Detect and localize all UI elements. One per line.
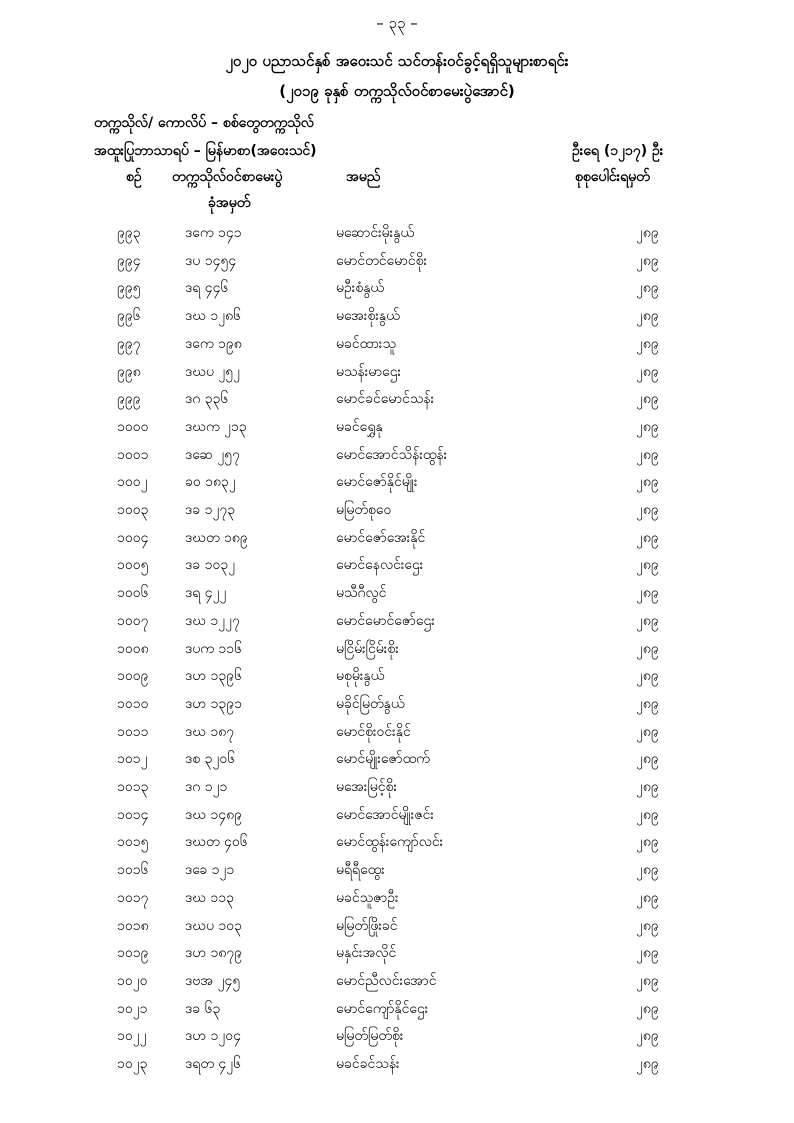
table-row <box>0 639 794 663</box>
roll-number: ဒဃ ၁၁၃ <box>185 889 235 906</box>
table-row <box>0 611 794 635</box>
table-row <box>0 694 794 718</box>
serial-number: ၁၀၁၅ <box>117 834 149 851</box>
column-header-total-marks: စုစုပေါင်းရမှတ် <box>575 169 650 185</box>
total-marks: ၂၈၉ <box>636 695 659 712</box>
total-marks: ၂၈၉ <box>636 225 659 241</box>
total-marks: ၂၈၉ <box>636 668 659 685</box>
roll-number: ဒရ ၄၄၆ <box>185 280 229 297</box>
serial-number: ၁၀၂၃ <box>117 1056 148 1072</box>
serial-number: ၉၉၅ <box>117 280 141 297</box>
student-name: မောင်ညီလင်းအောင် <box>336 972 437 989</box>
student-name: မခင်ထားသူ <box>336 335 397 352</box>
serial-number: ၁၀၁၁ <box>117 723 149 740</box>
serial-number: ၉၉၉ <box>117 391 141 408</box>
serial-number: ၁၀၀၁ <box>117 446 149 463</box>
roll-number: ဒဂ ၁၂၁ <box>185 779 228 795</box>
serial-number: ၁၀၀၆ <box>117 585 149 602</box>
total-marks: ၂၈၉ <box>636 945 659 962</box>
serial-number: ၁၀၂၂ <box>117 1028 147 1045</box>
total-marks: ၂၈၉ <box>636 723 659 740</box>
table-row <box>0 722 794 746</box>
table-row <box>0 777 794 801</box>
roll-number: ဒဟ ၁၂၀၄ <box>185 1028 241 1045</box>
serial-number: ၁၀၀၇ <box>117 612 149 629</box>
table-row <box>0 999 794 1023</box>
column-header-name: အမည် <box>346 169 381 185</box>
student-list <box>0 223 794 1083</box>
total-marks: ၂၈၉ <box>636 280 659 297</box>
student-name: မောင်အောင်မျိုးဇင်း <box>336 806 434 823</box>
total-marks: ၂၈၉ <box>636 834 659 851</box>
total-marks: ၂၈၉ <box>636 335 659 352</box>
university-line: တက္ကသိုလ်/ ကောလိပ် – စစ်တွေတက္ကသိုလ် <box>94 115 314 131</box>
total-marks: ၂၈၉ <box>636 557 659 574</box>
student-name: မဆောင်းမိုးနွယ် <box>336 225 415 241</box>
table-row <box>0 971 794 995</box>
serial-number: ၁၀၀၈ <box>117 640 149 657</box>
serial-number: ၁၀၂၁ <box>117 1000 148 1017</box>
serial-number: ၉၉၃ <box>117 225 141 241</box>
table-row <box>0 583 794 607</box>
table-row <box>0 278 794 302</box>
roll-number: ဒဃပ ၁၀၃ <box>185 917 243 934</box>
roll-number: ဒခ ၆၃ <box>185 1000 221 1017</box>
roll-number: ဒဃ ၁၂၈၆ <box>185 308 242 325</box>
table-row <box>0 334 794 358</box>
total-marks: ၂၈၉ <box>636 585 659 602</box>
student-name: မောင်တင်မောင်စိုး <box>336 252 428 269</box>
roll-number: ဒဟ ၁၃၉၆ <box>185 668 242 685</box>
roll-number: ဒဆေ ၂၅၇ <box>185 446 240 463</box>
total-marks: ၂၈၉ <box>636 889 659 906</box>
column-header-roll-number-line2: ခုံအမှတ် <box>208 195 251 211</box>
serial-number: ၁၀၁၉ <box>117 945 149 962</box>
roll-number: ဒဟ ၁၃၉၁ <box>185 695 242 712</box>
serial-number: ၉၉၈ <box>117 363 141 380</box>
total-marks: ၂၈၉ <box>636 418 659 435</box>
table-row <box>0 528 794 552</box>
table-row <box>0 555 794 579</box>
serial-number: ၉၉၄ <box>117 252 141 269</box>
student-name: မအေးစိုးနွယ် <box>336 308 400 325</box>
table-row <box>0 472 794 496</box>
student-name: မောင်ကျော်နိုင်ဌေး <box>336 1000 429 1017</box>
student-name: မခင်သူဇာဦး <box>336 889 399 906</box>
total-marks: ၂၈၉ <box>636 529 659 546</box>
table-row <box>0 888 794 912</box>
serial-number: ၁၀၁၂ <box>117 751 148 768</box>
major-subject-line: အထူးပြုဘာသာရပ် – မြန်မာစာ(အဝေးသင်) <box>94 143 317 159</box>
serial-number: ၁၀၂၀ <box>117 972 148 989</box>
roll-number: ဒဗအ ၂၄၅ <box>185 972 241 989</box>
table-row <box>0 389 794 413</box>
table-row <box>0 832 794 856</box>
student-name: မရီရီထွေး <box>336 862 385 879</box>
total-marks: ၂၈၉ <box>636 612 659 629</box>
table-row <box>0 666 794 690</box>
table-row <box>0 445 794 469</box>
serial-number: ၁၀၁၀ <box>117 695 149 712</box>
serial-number: ၁၀၀၃ <box>117 502 149 518</box>
total-marks: ၂၈၉ <box>636 862 659 879</box>
student-name: မမြတ်မြတ်စိုး <box>336 1028 404 1045</box>
table-row <box>0 500 794 524</box>
student-name: မစုမိုးနွယ် <box>336 668 385 685</box>
total-marks: ၂၈၉ <box>636 474 659 491</box>
student-name: မောင်ထွန်းကျော်လင်း <box>336 834 444 851</box>
total-marks: ၂၈၉ <box>636 1056 659 1072</box>
student-name: မသန်းမာဌေး <box>336 363 402 380</box>
student-name: မောင်အောင်သိန်းထွန်း <box>336 446 448 463</box>
roll-number: ဒကေ ၁၉၈ <box>185 335 242 352</box>
student-name: မဦးစံနွယ် <box>336 280 385 297</box>
roll-number: ဒဃက ၂၁၃ <box>185 418 247 435</box>
roll-number: ဒဃ ၁၂၂၇ <box>185 612 240 629</box>
total-marks: ၂၈၉ <box>636 806 659 823</box>
serial-number: ၁၀၀၂ <box>117 474 148 491</box>
serial-number: ၁၀၀၀ <box>117 418 149 435</box>
table-row <box>0 251 794 275</box>
total-marks: ၂၈၉ <box>636 1000 659 1017</box>
table-row <box>0 805 794 829</box>
serial-number: ၁၀၁၇ <box>117 889 149 906</box>
serial-number: ၁၀၁၄ <box>117 806 149 823</box>
student-name: မငြိမ်းငြိမ်းစိုး <box>336 640 399 657</box>
roll-number: ဒခ ၁၀၃၂ <box>185 557 236 574</box>
total-marks: ၂၈၉ <box>636 640 659 657</box>
document-subtitle: (၂၀၁၉ ခုနှစ် တက္ကသိုလ်ဝင်စာမေးပွဲအောင်) <box>279 82 515 100</box>
roll-number: ဒခေ ၁၂၁ <box>185 862 235 879</box>
serial-number: ၁၀၀၅ <box>117 557 149 574</box>
total-marks: ၂၈၉ <box>636 1028 659 1045</box>
column-header-serial: စဉ် <box>126 169 142 185</box>
student-name: မောင်နေလင်းဌေး <box>336 557 424 574</box>
student-name: မောင်ဇော်အေးနိုင် <box>336 529 426 546</box>
table-row <box>0 860 794 884</box>
table-row <box>0 362 794 386</box>
student-name: မသီဂီလွင် <box>336 585 387 602</box>
column-header-roll-number: တက္ကသိုလ်ဝင်စာမေးပွဲ <box>172 169 283 185</box>
total-marks: ၂၈၉ <box>636 363 659 380</box>
student-name: မခင်ရွှေနု <box>336 418 383 435</box>
roll-number: ဒဂ ၃၃၆ <box>185 391 229 408</box>
table-row <box>0 1026 794 1050</box>
page-number: – ၃၃ – <box>376 14 418 32</box>
table-row <box>0 306 794 330</box>
roll-number: ဒဟ ၁၈၇၉ <box>185 945 243 962</box>
roll-number: ဒဃပ ၂၅၂ <box>185 363 241 380</box>
total-marks: ၂၈၉ <box>636 779 659 795</box>
roll-number: ဒပ ၁၄၅၄ <box>185 252 237 269</box>
serial-number: ၉၉၇ <box>117 335 141 352</box>
document-title: ၂၀၂၀ ပညာသင်နှစ် အဝေးသင် သင်တန်းဝင်ခွင့်ရရှိသူများစာရင်း <box>225 52 569 70</box>
student-name: မခင်ခင်သန်း <box>336 1056 400 1072</box>
serial-number: ၁၀၁၈ <box>117 917 149 934</box>
student-name: မနှင်းအလိုင် <box>336 945 397 962</box>
total-marks: ၂၈၉ <box>636 391 659 408</box>
roll-number: ဒပက ၁၁၆ <box>185 640 243 657</box>
roll-number: ဒဃ ၁၄၈၉ <box>185 806 243 823</box>
total-marks: ၂၈၉ <box>636 751 659 768</box>
serial-number: ၁၀၀၄ <box>117 529 149 546</box>
total-marks: ၂၈၉ <box>636 252 659 269</box>
serial-number: ၉၉၆ <box>117 308 141 325</box>
student-name: မမြတ်ဖြိုးခင် <box>336 917 398 934</box>
serial-number: ၁၀၀၉ <box>117 668 149 685</box>
roll-number: ဒစ ၃၂၀၆ <box>185 751 236 768</box>
student-name: မောင်ခင်မောင်သန်း <box>336 391 435 408</box>
student-name: မအေးမြင့်စိုး <box>336 779 398 795</box>
student-name: မောင်မျိုးဇော်ထက် <box>336 751 430 768</box>
student-name: မောင်ဇော်နိုင်မျိုး <box>336 474 418 491</box>
total-marks: ၂၈၉ <box>636 502 659 518</box>
roll-number: ခဝ ၁၈၃၂ <box>185 474 236 491</box>
table-row <box>0 1054 794 1078</box>
student-name: မောင်စိုးဝင်းနိုင် <box>336 723 411 740</box>
serial-number: ၁၀၁၆ <box>117 862 149 879</box>
total-marks: ၂၈၉ <box>636 308 659 325</box>
table-row <box>0 417 794 441</box>
roll-number: ဒကေ ၁၄၁ <box>185 225 242 241</box>
roll-number: ဒရ ၄၂၂ <box>185 585 227 602</box>
table-row <box>0 943 794 967</box>
roll-number: ဒဃတ ၄၀၆ <box>185 834 248 851</box>
roll-number: ဒရတ ၄၂၆ <box>185 1056 242 1072</box>
student-name: မမြတ်စုဝေ <box>336 502 392 518</box>
total-count: ဦးရေ (၁၂၁၇) ဦး <box>572 143 664 159</box>
total-marks: ၂၈၉ <box>636 446 659 463</box>
student-name: မောင်မောင်ဇော်ဌေး <box>336 612 435 629</box>
total-marks: ၂၈၉ <box>636 917 659 934</box>
total-marks: ၂၈၉ <box>636 972 659 989</box>
table-row <box>0 916 794 940</box>
table-row <box>0 749 794 773</box>
serial-number: ၁၀၁၃ <box>117 779 149 795</box>
student-name: မခိုင်မြတ်နွယ် <box>336 695 405 712</box>
table-row <box>0 223 794 247</box>
roll-number: ဒဃ ၁၈၇ <box>185 723 235 740</box>
roll-number: ဒဃတ ၁၈၉ <box>185 529 248 546</box>
roll-number: ဒခ ၁၂၇၃ <box>185 502 236 518</box>
